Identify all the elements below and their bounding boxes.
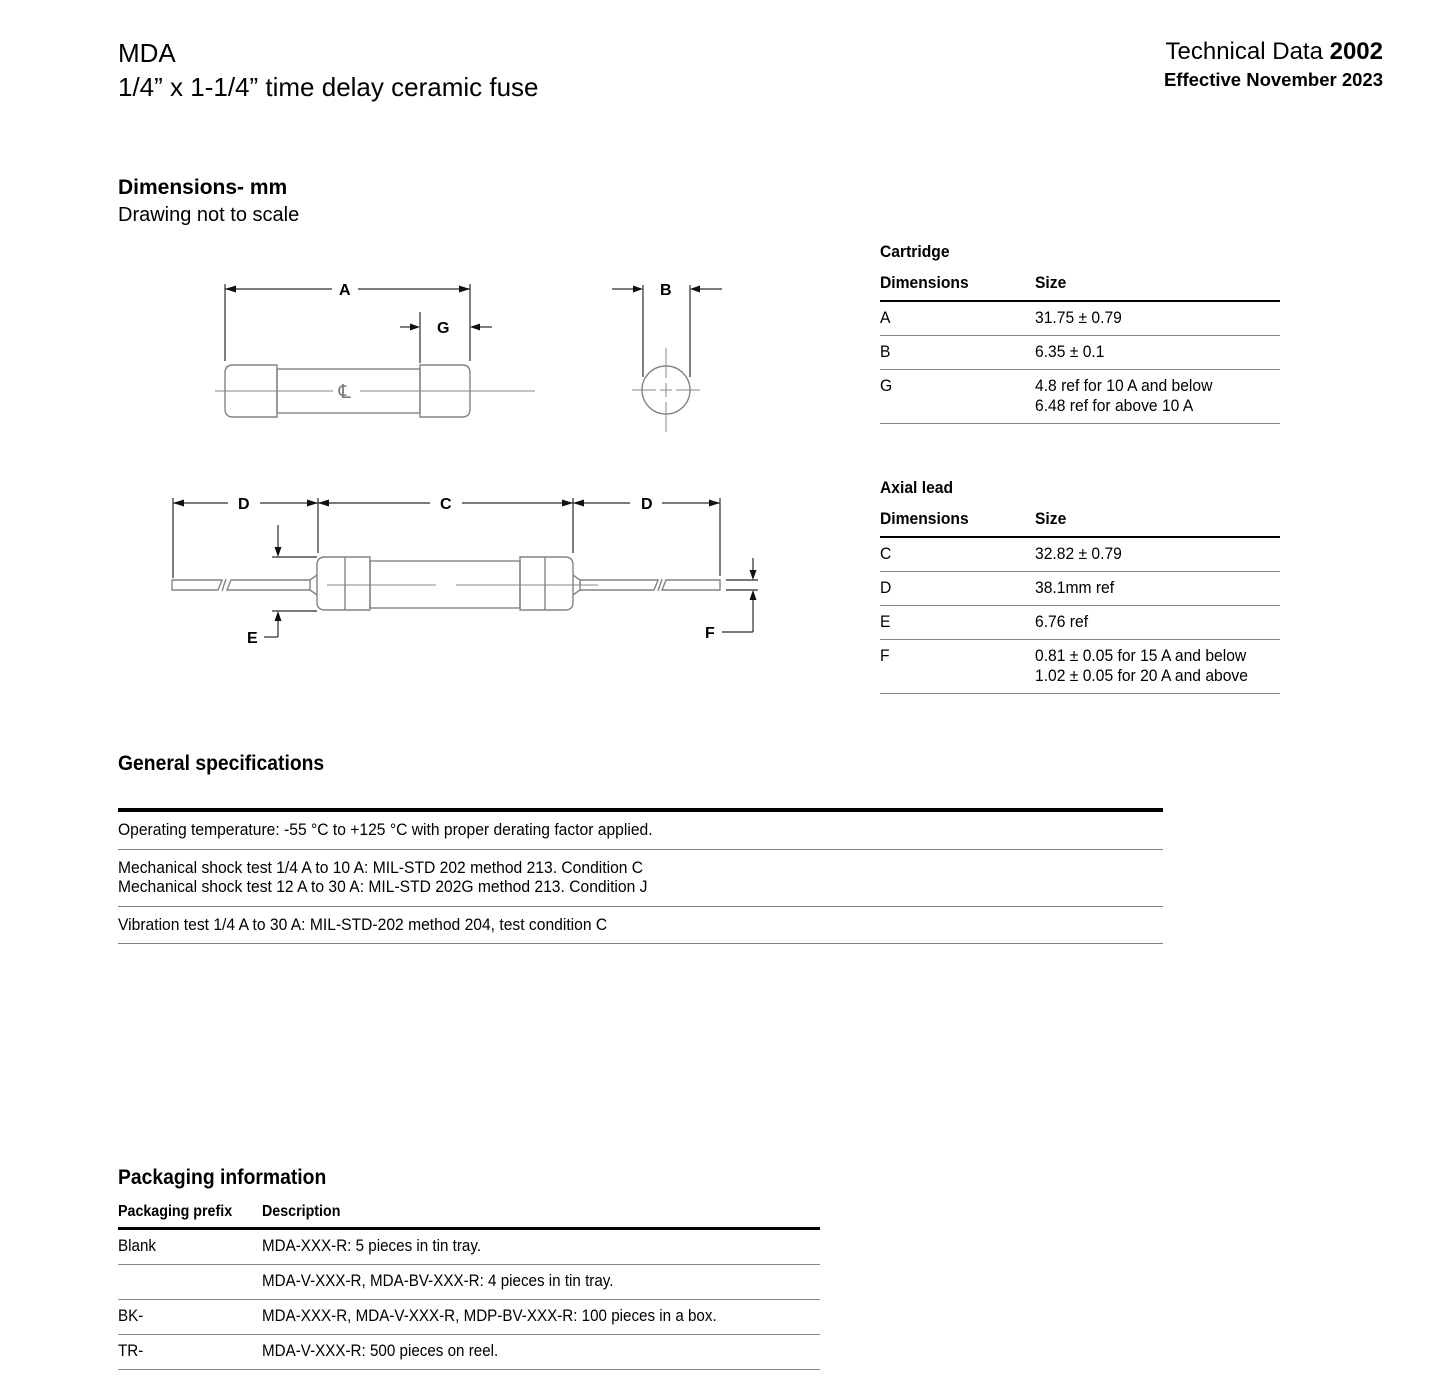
size-value-line bbox=[1035, 646, 1280, 666]
doc-number: 2002 bbox=[1329, 38, 1383, 65]
cell-text: Mechanical shock test 12 A to 30 A: MIL-STD 202G method 213. Condition J bbox=[118, 877, 648, 896]
doc-label: Technical Data bbox=[1165, 38, 1323, 65]
packaging-prefix-cell bbox=[118, 1237, 262, 1256]
dimension-letter-cell bbox=[880, 342, 1035, 362]
size-value-line bbox=[1035, 578, 1280, 598]
packaging-prefix-cell bbox=[118, 1342, 262, 1361]
cell-text: MDA-V-XXX-R: 500 pieces on reel. bbox=[262, 1342, 499, 1360]
packaging-prefix-cell bbox=[118, 1272, 262, 1291]
packaging-table-header bbox=[118, 1203, 820, 1230]
general-specs-table bbox=[118, 808, 1163, 944]
dimension-letter-cell bbox=[880, 578, 1035, 598]
cell-text: 6.48 ref for above 10 A bbox=[1035, 396, 1194, 415]
dimensions-note: Drawing not to scale bbox=[118, 204, 300, 226]
dim-label-D-right: D bbox=[641, 496, 653, 513]
spec-row bbox=[118, 812, 1163, 850]
size-value-line bbox=[1035, 666, 1280, 686]
cell-text: Blank bbox=[118, 1237, 156, 1255]
column-header-packaging-prefix: Packaging prefix bbox=[118, 1203, 233, 1220]
packaging-row bbox=[118, 1300, 820, 1335]
dim-label-C: C bbox=[440, 496, 452, 513]
packaging-description-cell bbox=[262, 1237, 820, 1256]
doc-effective-date: Effective November 2023 bbox=[1163, 69, 1383, 90]
cell-text: Vibration test 1/4 A to 30 A: MIL-STD-202 method 204, test condition C bbox=[118, 914, 608, 934]
fuse-dimension-drawing bbox=[100, 240, 880, 680]
packaging-row bbox=[118, 1265, 820, 1300]
cell-text: TR- bbox=[118, 1342, 144, 1360]
cell-text: G bbox=[880, 376, 893, 395]
dimension-letter-cell bbox=[880, 646, 1035, 686]
spec-row bbox=[118, 850, 1163, 907]
table-row bbox=[880, 336, 1280, 370]
cell-text: 0.81 ± 0.05 for 15 A and below bbox=[1035, 646, 1247, 665]
cell-text: A bbox=[880, 308, 891, 327]
size-value-cell bbox=[1035, 342, 1280, 362]
cell-text: F bbox=[880, 646, 890, 665]
cell-text: B bbox=[880, 342, 891, 361]
document-header bbox=[1164, 38, 1383, 91]
packaging-row bbox=[118, 1230, 820, 1265]
cell-text: 31.75 ± 0.79 bbox=[1035, 308, 1122, 327]
table-row bbox=[880, 370, 1280, 424]
axial-lead-dimensions-table bbox=[880, 478, 1280, 694]
cartridge-dimensions-table bbox=[880, 242, 1280, 424]
size-value-line bbox=[1035, 342, 1280, 362]
column-header-dimensions: Dimensions bbox=[880, 273, 969, 292]
spec-text bbox=[118, 858, 1163, 878]
cell-text: Operating temperature: -55 °C to +125 °C with proper derating factor applied. bbox=[118, 820, 653, 839]
product-header bbox=[118, 36, 539, 104]
size-value-line bbox=[1035, 396, 1280, 416]
cell-text: 32.82 ± 0.79 bbox=[1035, 544, 1122, 563]
packaging-prefix-cell bbox=[118, 1307, 262, 1326]
cell-text: BK- bbox=[118, 1307, 144, 1325]
dimensions-title: Dimensions- mm bbox=[118, 176, 288, 199]
cell-text: MDA-XXX-R, MDA-V-XXX-R, MDP-BV-XXX-R: 100 pieces in a box. bbox=[262, 1307, 717, 1325]
spec-text bbox=[118, 915, 1163, 935]
dimension-letter-cell bbox=[880, 376, 1035, 416]
doc-title bbox=[1164, 38, 1383, 66]
dimension-letter-cell bbox=[880, 544, 1035, 564]
dimension-letter-cell bbox=[880, 308, 1035, 328]
dim-label-D-left: D bbox=[238, 496, 250, 513]
product-name: MDA bbox=[118, 38, 176, 68]
axial-table-title: Axial lead bbox=[880, 478, 954, 497]
column-header-size: Size bbox=[1035, 273, 1067, 292]
cell-text: 1.02 ± 0.05 for 20 A and above bbox=[1035, 666, 1248, 685]
packaging-description-cell bbox=[262, 1272, 820, 1291]
axial-table-header bbox=[880, 509, 1280, 538]
cell-text: C bbox=[880, 544, 892, 563]
packaging-description-cell bbox=[262, 1307, 820, 1326]
product-subtitle: 1/4” x 1-1/4” time delay ceramic fuse bbox=[118, 72, 539, 102]
column-header-size: Size bbox=[1035, 509, 1067, 528]
dim-label-A: A bbox=[339, 282, 351, 299]
cell-text: 4.8 ref for 10 A and below bbox=[1035, 376, 1213, 395]
table-row bbox=[880, 572, 1280, 606]
table-row bbox=[880, 302, 1280, 336]
cell-text: D bbox=[880, 578, 892, 597]
cartridge-table-title: Cartridge bbox=[880, 242, 950, 261]
size-value-line bbox=[1035, 612, 1280, 632]
general-specs-title: General specifications bbox=[118, 752, 325, 775]
dim-label-B: B bbox=[660, 282, 672, 299]
size-value-cell bbox=[1035, 544, 1280, 564]
dimension-letter-cell bbox=[880, 612, 1035, 632]
size-value-line bbox=[1035, 544, 1280, 564]
packaging-table bbox=[118, 1203, 820, 1370]
cell-text: 38.1mm ref bbox=[1035, 578, 1115, 597]
cell-text: MDA-XXX-R: 5 pieces in tin tray. bbox=[262, 1237, 482, 1255]
spec-text bbox=[118, 877, 1163, 897]
cartridge-table-header bbox=[880, 273, 1280, 302]
axial-left-lead bbox=[172, 580, 222, 590]
cell-text: 6.76 ref bbox=[1035, 612, 1089, 631]
table-row bbox=[880, 538, 1280, 572]
spec-text bbox=[118, 820, 1163, 840]
axial-right-cap bbox=[520, 557, 573, 610]
dim-label-F: F bbox=[705, 625, 715, 642]
table-row bbox=[880, 640, 1280, 694]
size-value-cell bbox=[1035, 308, 1280, 328]
dim-label-E: E bbox=[247, 630, 258, 647]
cell-text: Mechanical shock test 1/4 A to 10 A: MIL-STD 202 method 213. Condition C bbox=[118, 857, 644, 877]
packaging-description-cell bbox=[262, 1342, 820, 1361]
packaging-row bbox=[118, 1335, 820, 1370]
column-header-dimensions: Dimensions bbox=[880, 509, 969, 528]
spec-row bbox=[118, 907, 1163, 945]
size-value-line bbox=[1035, 376, 1280, 396]
column-header-description: Description bbox=[262, 1203, 341, 1220]
cell-text: MDA-V-XXX-R, MDA-BV-XXX-R: 4 pieces in tin tray. bbox=[262, 1272, 614, 1290]
table-row bbox=[880, 606, 1280, 640]
size-value-cell bbox=[1035, 376, 1280, 416]
size-value-line bbox=[1035, 308, 1280, 328]
dimensions-section-heading bbox=[118, 176, 299, 227]
size-value-cell bbox=[1035, 612, 1280, 632]
size-value-cell bbox=[1035, 578, 1280, 598]
size-value-cell bbox=[1035, 646, 1280, 686]
axial-left-cap bbox=[317, 557, 370, 610]
centerline-symbol: ℄ bbox=[336, 381, 354, 403]
cell-text: E bbox=[880, 612, 891, 631]
cell-text: 6.35 ± 0.1 bbox=[1035, 342, 1105, 361]
dim-label-G: G bbox=[437, 320, 450, 337]
packaging-title: Packaging information bbox=[118, 1166, 327, 1189]
